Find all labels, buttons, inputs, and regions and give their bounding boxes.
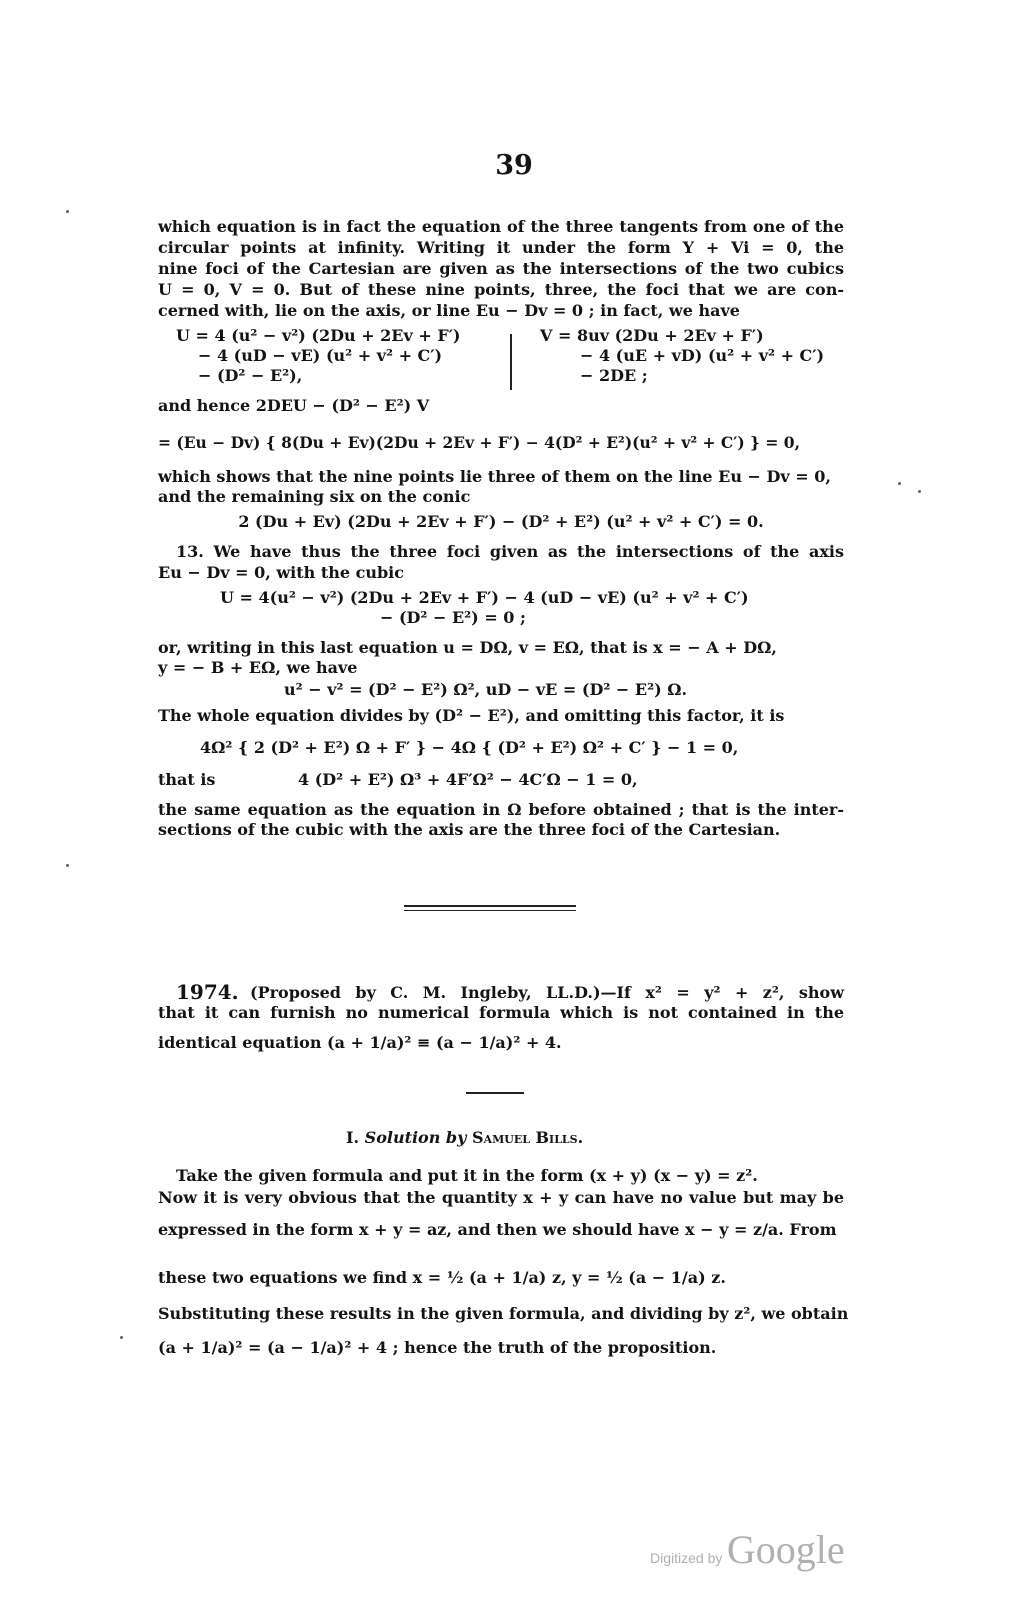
equation-line: − (D² − E²) = 0 ; [380,608,526,627]
text-line: which shows that the nine points lie three of them on the line Eu − Dv = 0, [158,467,831,486]
solution-heading [346,1128,583,1147]
text-line: or, writing in this last equation u = DΩ, v = EΩ, that is x = − A + DΩ, [158,638,777,657]
equation-divider [510,334,512,390]
text-line: circular points at infinity. Writing it under the form Y + Vi = 0, the [158,238,844,257]
text-line: (a + 1/a)² = (a − 1/a)² + 4 ; hence the truth of the proposition. [158,1338,717,1357]
equation-u-line: − (D² − E²), [198,366,303,385]
short-rule [466,1092,524,1094]
text-line: cerned with, lie on the axis, or line Eu − Dv = 0 ; in fact, we have [158,301,740,320]
text-line: and hence 2DEU − (D² − E²) V [158,396,430,415]
equation-line: 4 (D² + E²) Ω³ + 4F′Ω² − 4C′Ω − 1 = 0, [298,770,638,789]
watermark-brand: Google [726,1527,845,1572]
equation-line: 2 (Du + Ev) (2Du + 2Ev + F′) − (D² + E²) (u² + v² + C′) = 0. [238,512,764,531]
text-line: Substituting these results in the given formula, and dividing by z², we obtain [158,1304,849,1323]
text-line: y = − B + EΩ, we have [158,658,358,677]
equation-line: u² − v² = (D² − E²) Ω², uD − vE = (D² − E²) Ω. [284,680,688,699]
double-rule [404,905,576,907]
page-number: 39 [495,150,533,181]
equation-line: 4Ω² { 2 (D² + E²) Ω + F′ } − 4Ω { (D² + E²) Ω² + C′ } − 1 = 0, [200,738,739,757]
text-line: U = 0, V = 0. But of these nine points, three, the foci that we are con- [158,280,844,299]
scan-speck [120,1336,123,1339]
google-watermark [650,1526,845,1573]
heading-author: Samuel Bills. [471,1128,584,1147]
text-line: that it can furnish no numerical formula which is not contained in the [158,1003,844,1022]
problem-number: 1974. [176,980,239,1004]
heading-italic: Solution by [364,1128,467,1147]
text-line: 13. We have thus the three foci given as the intersections of the axis [176,542,844,561]
equation-u-line: U = 4 (u² − v²) (2Du + 2Ev + F′) [176,326,461,345]
text-line: Now it is very obvious that the quantity x + y can have no value but may be [158,1188,844,1207]
text-line: which equation is in fact the equation of the three tangents from one of the [158,217,844,236]
heading-prefix: I. [346,1128,360,1147]
equation-u-line: − 4 (uD − vE) (u² + v² + C′) [198,346,443,365]
scan-speck [898,482,901,485]
watermark-prefix: Digitized by [650,1550,723,1566]
text-line: these two equations we find x = ½ (a + 1/a) z, y = ½ (a − 1/a) z. [158,1268,726,1287]
text-line: nine foci of the Cartesian are given as the intersections of the two cubics [158,259,844,278]
text-line: The whole equation divides by (D² − E²), and omitting this factor, it is [158,706,785,725]
text-line: Take the given formula and put it in the form (x + y) (x − y) = z². [176,1166,758,1185]
text-line: that is [158,770,216,789]
equation-v-line: − 2DE ; [580,366,648,385]
text-line: Eu − Dv = 0, with the cubic [158,563,404,582]
text-line: identical equation (a + 1/a)² ≡ (a − 1/a)² + 4. [158,1033,562,1052]
scan-speck [66,210,69,213]
text-line: and the remaining six on the conic [158,487,471,506]
text-line: sections of the cubic with the axis are the three foci of the Cartesian. [158,820,781,839]
text-line: the same equation as the equation in Ω before obtained ; that is the inter- [158,800,844,819]
scan-speck [918,490,921,493]
equation-v-line: V = 8uv (2Du + 2Ev + F′) [540,326,764,345]
scan-speck [66,864,69,867]
equation-line: = (Eu − Dv) { 8(Du + Ev)(2Du + 2Ev + F′) − 4(D² + E²)(u² + v² + C′) } = 0, [158,433,800,452]
double-rule [404,910,576,911]
equation-v-line: − 4 (uE + vD) (u² + v² + C′) [580,346,825,365]
text-line: (Proposed by C. M. Ingleby, LL.D.)—If x² = y² + z², show [250,983,844,1002]
text-line: expressed in the form x + y = az, and then we should have x − y = z/a. From [158,1220,837,1239]
equation-line: U = 4(u² − v²) (2Du + 2Ev + F′) − 4 (uD − vE) (u² + v² + C′) [220,588,749,607]
